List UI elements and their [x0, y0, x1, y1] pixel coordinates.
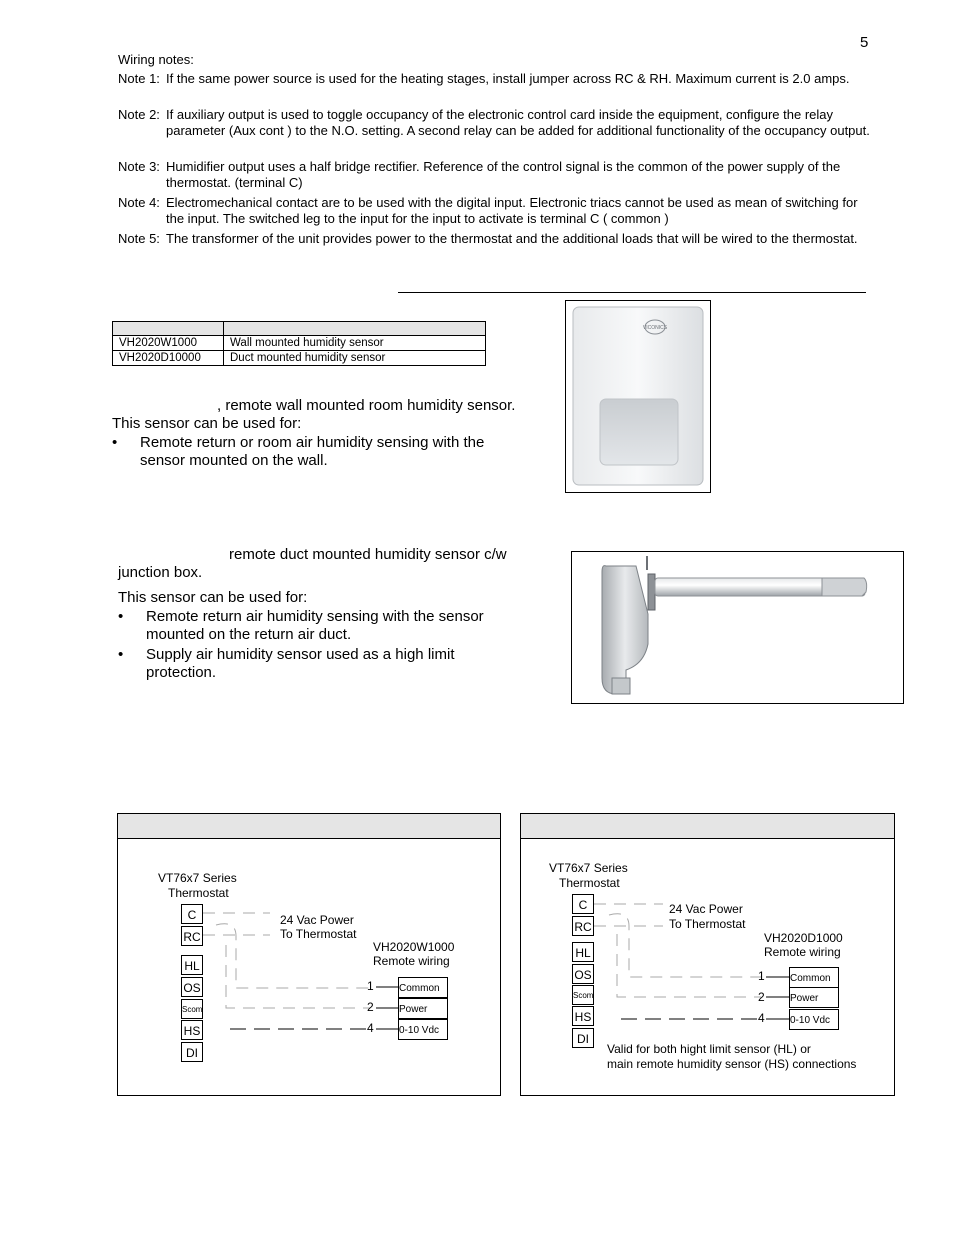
page-number: 5 [860, 34, 869, 51]
power-label-2: To Thermostat [280, 927, 357, 941]
note-text: Humidifier output uses a half bridge rectifier. Reference of the control signal is the common of the power supply of the thermostat. (terminal C) [166, 159, 841, 190]
power-label-2: To Thermostat [669, 917, 746, 931]
pin-1: 1 [367, 979, 374, 993]
thermostat-label-2: Thermostat [559, 876, 620, 890]
model-code: VH2020D10000 [113, 351, 224, 366]
model-description: Wall mounted humidity sensor [224, 336, 486, 351]
terminal-scom: Scom [572, 985, 594, 1005]
note-text: The transformer of the unit provides power to the thermostat and the additional loads that will be wired to the thermostat. [166, 231, 858, 246]
thermostat-label: VT76x7 Series [158, 871, 237, 885]
terminal-di: DI [181, 1042, 203, 1062]
note-text: If auxiliary output is used to toggle occupancy of the electronic control card inside the equipment, configure the relay parameter (Aux cont ) to the N.O. setting. A second relay can be added for additional functionality of the occupancy output. [166, 107, 870, 138]
note-label: Note 2: [118, 107, 160, 122]
terminal-os: OS [181, 977, 203, 997]
pin-2: 2 [367, 1000, 374, 1014]
note-text: Electromechanical contact are to be used with the digital input. Electronic triacs cannot be used as mean of switching for the input. The switched leg to the input for the input to activate is terminal C ( common ) [166, 195, 858, 226]
note-label: Note 1: [118, 71, 160, 86]
wall-sensor-intro: , remote wall mounted room humidity sensor. [217, 397, 516, 414]
note-text: If the same power source is used for the heating stages, install jumper across RC & RH. Maximum current is 2.0 amps. [166, 71, 850, 86]
wall-sensor-use-line: This sensor can be used for: [112, 415, 302, 432]
duct-sensor-illustration [572, 552, 903, 703]
table-row [113, 351, 486, 366]
terminal-scom: Scom [181, 999, 203, 1019]
terminal-hs: HS [572, 1006, 594, 1026]
pin-label-power: Power [398, 998, 448, 1019]
duct-sensor-intro-2: junction box. [118, 564, 203, 581]
model-code: VH2020W1000 [113, 336, 224, 351]
table-header-row [113, 322, 486, 336]
duct-sensor-bullet: • Remote return air humidity sensing with the sensor mounted on the return air duct. [118, 608, 484, 643]
terminal-os: OS [572, 964, 594, 984]
terminal-di: DI [572, 1028, 594, 1048]
thermostat-label: VT76x7 Series [549, 861, 628, 875]
note-5 [118, 231, 878, 247]
wiring-notes-title: Wiring notes: [118, 52, 194, 67]
duct-sensor-bullet: • Supply air humidity sensor used as a high limit protection. [118, 646, 455, 681]
wall-sensor-bullet: • Remote return or room air humidity sensing with the sensor mounted on the wall. [112, 434, 485, 469]
note-2 [118, 107, 878, 139]
terminal-c: C [572, 894, 594, 914]
terminal-rc: RC [181, 926, 203, 946]
note-4 [118, 195, 878, 227]
power-label: 24 Vac Power [280, 913, 354, 927]
pin-4: 4 [367, 1021, 374, 1035]
pin-label-signal: 0-10 Vdc [398, 1019, 448, 1040]
duct-sensor-use-line: This sensor can be used for: [118, 589, 308, 606]
wiring-diagram-duct [520, 813, 895, 1096]
note-1 [118, 71, 878, 87]
wall-sensor-illustration [566, 301, 710, 492]
bullet-icon: • [118, 608, 124, 625]
remote-wiring-label: Remote wiring [764, 945, 841, 959]
terminal-hl: HL [572, 942, 594, 962]
wall-sensor-photo [565, 300, 711, 493]
terminal-hl: HL [181, 955, 203, 975]
terminal-hs: HS [181, 1020, 203, 1040]
diagram-footnote-2: main remote humidity sensor (HS) connections [607, 1057, 857, 1071]
pin-label-common: Common [398, 977, 448, 998]
model-description: Duct mounted humidity sensor [224, 351, 486, 366]
diagram-footnote: Valid for both hight limit sensor (HL) or [607, 1042, 811, 1056]
duct-sensor-photo [571, 551, 904, 704]
pin-4: 4 [758, 1011, 765, 1025]
section-rule [398, 292, 866, 293]
brand-logo: VICONICS [642, 325, 668, 331]
thermostat-label-2: Thermostat [168, 886, 229, 900]
models-table [112, 321, 486, 366]
terminal-rc: RC [572, 916, 594, 936]
table-row [113, 336, 486, 351]
note-3 [118, 159, 878, 191]
remote-wiring-label: Remote wiring [373, 954, 450, 968]
note-label: Note 4: [118, 195, 160, 210]
note-label: Note 5: [118, 231, 160, 246]
wiring-diagram-wall [117, 813, 501, 1096]
power-label: 24 Vac Power [669, 902, 743, 916]
pin-1: 1 [758, 969, 765, 983]
pin-label-power: Power [789, 987, 839, 1008]
sensor-model: VH2020W1000 [373, 940, 455, 954]
sensor-model: VH2020D1000 [764, 931, 843, 945]
note-label: Note 3: [118, 159, 160, 174]
terminal-c: C [181, 904, 203, 924]
bullet-icon: • [112, 434, 118, 451]
duct-sensor-intro: remote duct mounted humidity sensor c/w [229, 546, 507, 563]
pin-2: 2 [758, 990, 765, 1004]
pin-label-signal: 0-10 Vdc [789, 1009, 839, 1030]
pin-label-common: Common [789, 967, 839, 988]
bullet-icon: • [118, 646, 124, 663]
